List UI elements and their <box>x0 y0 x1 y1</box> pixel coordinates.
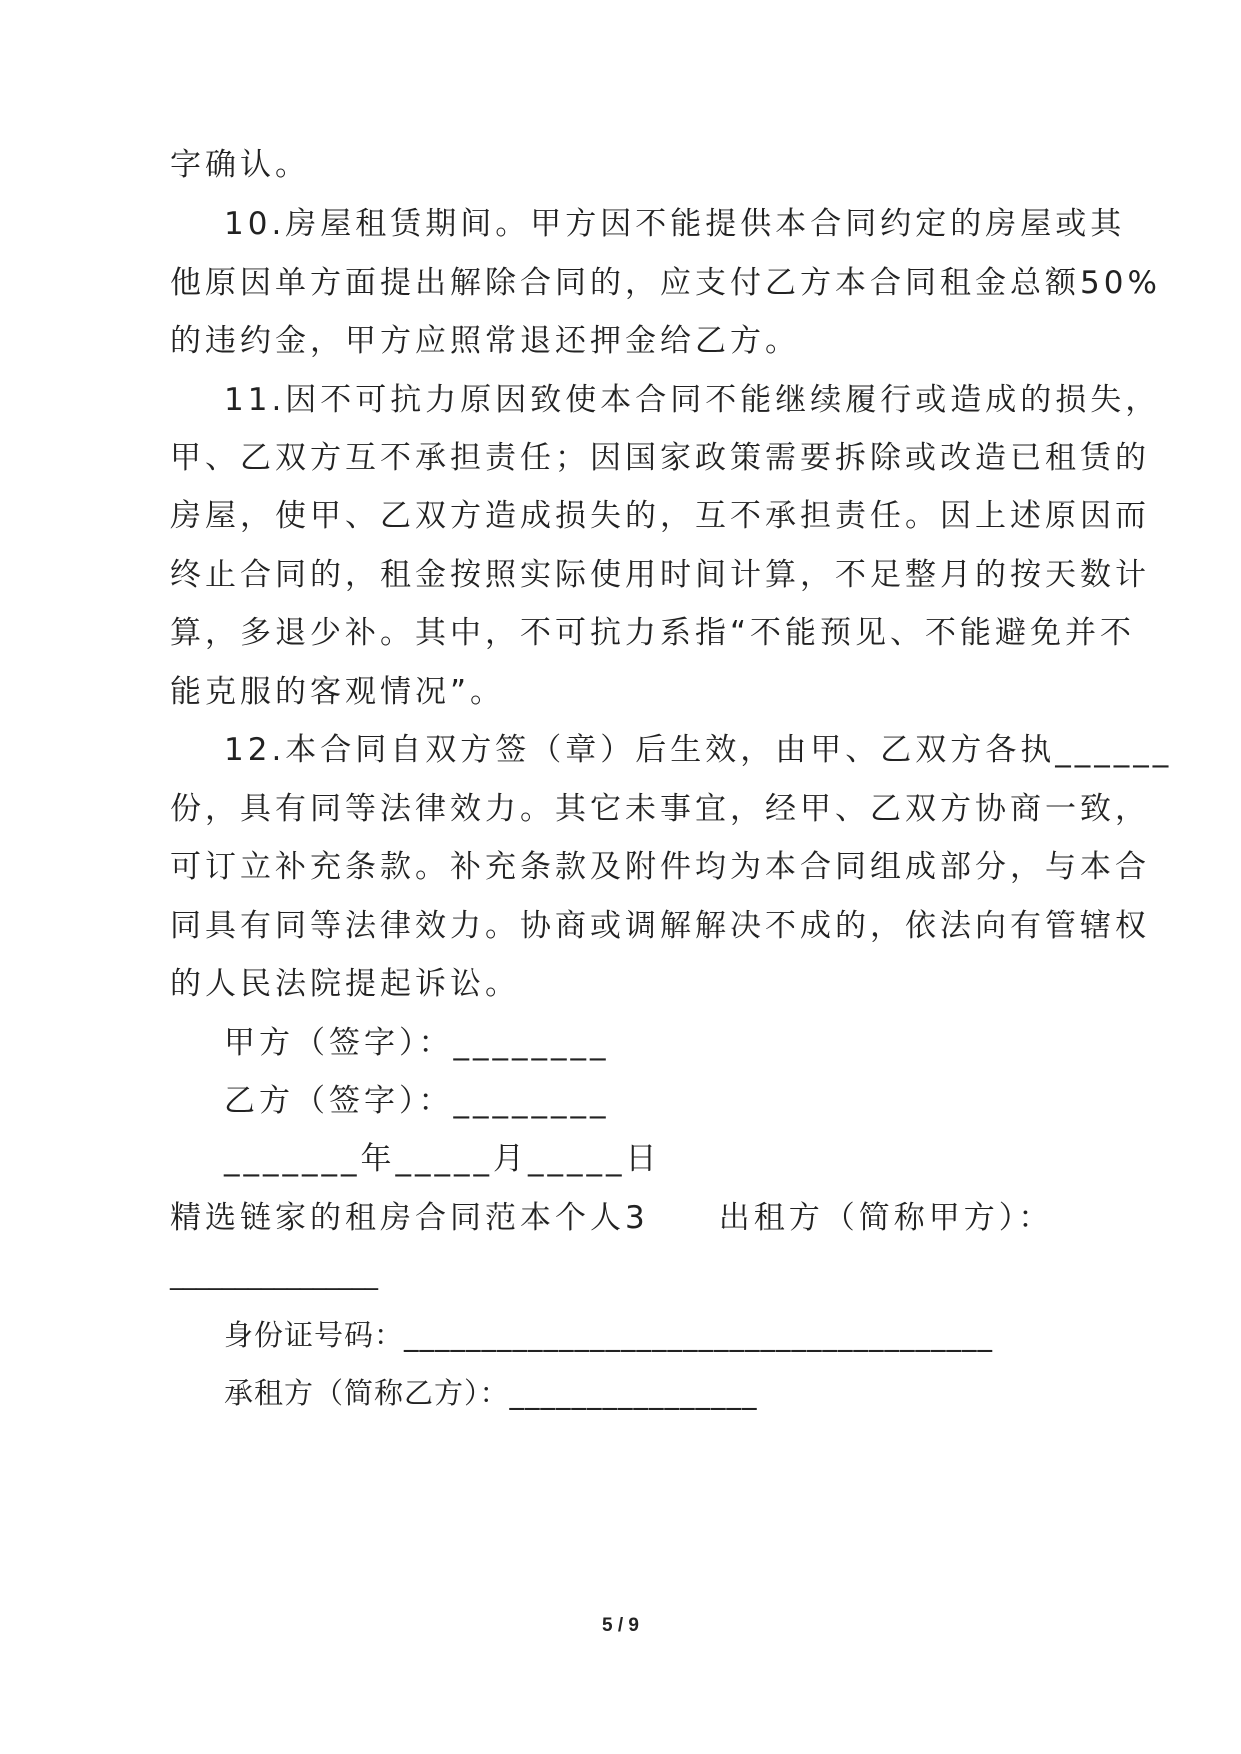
contract-heading-line: 精选链家的租房合同范本个人3 出租方（简称甲方）： <box>170 1200 1054 1236</box>
text-line: 份，具有同等法律效力。其它未事宜，经甲、乙双方协商一致， <box>170 791 1150 827</box>
text-line: 的违约金，甲方应照常退还押金给乙方。 <box>170 323 800 359</box>
text-line: 他原因单方面提出解除合同的，应支付乙方本合同租金总额50% <box>170 265 1161 301</box>
page-number: 5 / 9 <box>602 1615 639 1636</box>
id-number-line: 身份证号码：______________________________________ <box>224 1318 994 1352</box>
text-line: 同具有同等法律效力。协商或调解解决不成的，依法向有管辖权 <box>170 908 1150 944</box>
text-line: 12.本合同自双方签（章）后生效，由甲、乙双方各执______ <box>224 732 1173 768</box>
lessor-blank-line: ________________ <box>170 1261 378 1291</box>
text-line: 可订立补充条款。补充条款及附件均为本合同组成部分，与本合 <box>170 849 1150 885</box>
text-line: 字确认。 <box>170 147 310 183</box>
text-line: 10.房屋租赁期间。甲方因不能提供本合同约定的房屋或其 <box>224 206 1126 242</box>
party-b-signature-line: 乙方（签字）：________ <box>224 1083 610 1119</box>
date-line: _______年_____月_____日 <box>224 1141 661 1177</box>
text-line: 能克服的客观情况”。 <box>170 674 506 710</box>
lessee-line: 承租方（简称乙方）：________________ <box>224 1376 758 1410</box>
text-line: 11.因不可抗力原因致使本合同不能继续履行或造成的损失， <box>224 382 1161 418</box>
text-line: 甲、乙双方互不承担责任；因国家政策需要拆除或改造已租赁的 <box>170 440 1150 476</box>
text-line: 算，多退少补。其中，不可抗力系指“不能预见、不能避免并不 <box>170 615 1136 651</box>
party-a-signature-line: 甲方（签字）：________ <box>224 1025 610 1061</box>
text-line: 房屋，使甲、乙双方造成损失的，互不承担责任。因上述原因而 <box>170 498 1150 534</box>
text-line: 终止合同的，租金按照实际使用时间计算，不足整月的按天数计 <box>170 557 1150 593</box>
text-line: 的人民法院提起诉讼。 <box>170 966 520 1002</box>
